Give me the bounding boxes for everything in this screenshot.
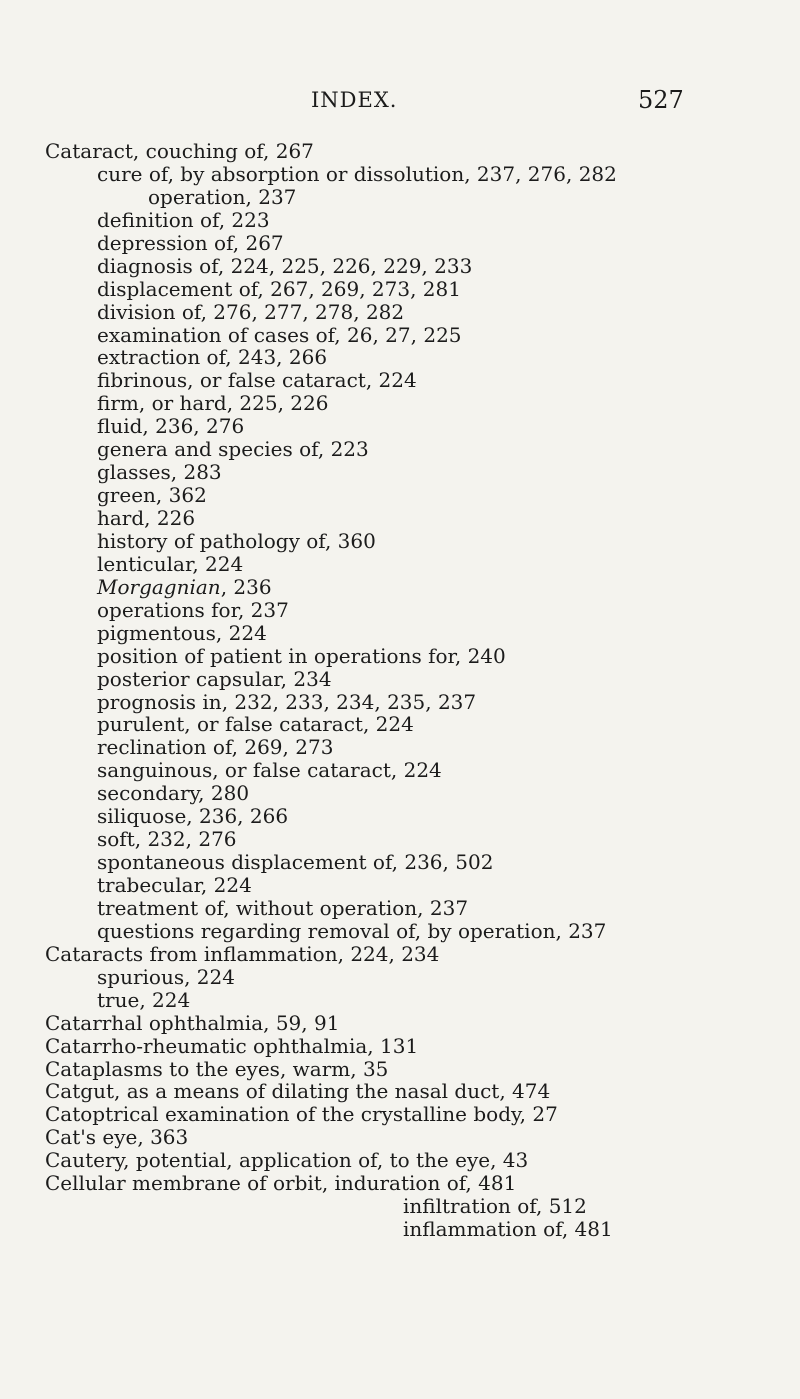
index-entry-text: firm, or hard, 225, 226: [97, 391, 329, 416]
index-entry-text: history of pathology of, 360: [97, 528, 376, 553]
index-entry-text: Cataract, couching of, 267: [45, 139, 314, 163]
index-entry-text: genera and species of, 223: [97, 437, 369, 462]
index-entry-text: operation, 237: [148, 184, 297, 209]
index-entry: [0, 966, 800, 989]
index-entry-text: treatment of, without operation, 237: [97, 895, 469, 920]
index-entry: [0, 828, 800, 851]
index-entry: [0, 278, 800, 301]
index-entry-text: Cataracts from inflammation, 224, 234: [45, 941, 440, 966]
index-entry: [0, 1126, 800, 1149]
index-entry: [0, 897, 800, 920]
index-entry: [0, 645, 800, 668]
index-entry-text: Catarrhal ophthalmia, 59, 91: [45, 1010, 340, 1035]
index-entry: [0, 759, 800, 782]
index-entry-text: posterior capsular, 234: [97, 666, 332, 691]
index-entry-text: purulent, or false cataract, 224: [97, 712, 414, 737]
index-entry-text: depression of, 267: [97, 230, 284, 255]
index-entry-text: inflammation of, 481: [403, 1217, 613, 1242]
index-entry-text: examination of cases of, 26, 27, 225: [97, 322, 462, 347]
index-entry: [0, 415, 800, 438]
index-entry-text: fluid, 236, 276: [97, 414, 245, 439]
index-entry-text: glasses, 283: [97, 460, 222, 485]
index-entry-pages: , 236: [220, 574, 272, 599]
index-entry: [0, 1058, 800, 1081]
index-entry-text: lenticular, 224: [97, 551, 244, 576]
index-entry-text: Catarrho-rheumatic ophthalmia, 131: [45, 1033, 419, 1058]
index-entry: [0, 874, 800, 897]
index-entry-text: questions regarding removal of, by operation, 237: [97, 918, 607, 943]
index-entry: [0, 713, 800, 736]
index-entry-text: sanguinous, or false cataract, 224: [97, 758, 442, 783]
index-entry-text: green, 362: [97, 483, 207, 508]
index-entry: [0, 691, 800, 714]
index-entry-text: true, 224: [97, 987, 191, 1012]
index-entry-text: diagnosis of, 224, 225, 226, 229, 233: [97, 253, 473, 278]
index-entry: [0, 668, 800, 691]
index-entry-text: extraction of, 243, 266: [97, 345, 328, 370]
page-number: 527: [638, 86, 684, 114]
index-entry-text: Cataplasms to the eyes, warm, 35: [45, 1056, 389, 1081]
index-entry-text: Catgut, as a means of dilating the nasal duct, 474: [45, 1079, 551, 1104]
running-title: INDEX.: [311, 88, 398, 112]
index-entry-text: soft, 232, 276: [97, 827, 237, 852]
index-entry: [0, 782, 800, 805]
index-entry: [0, 599, 800, 622]
index-entry: [0, 1035, 800, 1058]
index-entry-text: hard, 226: [97, 506, 196, 530]
index-entry: [0, 851, 800, 874]
index-entry-text: siliquose, 236, 266: [97, 804, 289, 829]
index-entry: [0, 209, 800, 232]
index-entry-text: spurious, 224: [97, 964, 235, 989]
index-entry-text: Cautery, potential, application of, to the eye, 43: [45, 1148, 529, 1173]
index-entry-text: reclination of, 269, 273: [97, 735, 334, 760]
index-entry-text: Catoptrical examination of the crystalline body, 27: [45, 1102, 558, 1127]
index-entry-text: operations for, 237: [97, 597, 289, 622]
index-entry: [0, 140, 800, 163]
index-entry-text: pigmentous, 224: [97, 620, 267, 645]
index-entry: [0, 622, 800, 645]
index-entry: [0, 163, 800, 186]
index-entry-text: definition of, 223: [97, 207, 270, 232]
index-entry-text: Morgagnian: [97, 574, 221, 599]
index-entry: [0, 989, 800, 1012]
index-entry: [0, 1195, 800, 1218]
index-entry: [0, 943, 800, 966]
index-entry: [0, 255, 800, 278]
index-entry: [0, 576, 800, 599]
index-entry: [0, 438, 800, 461]
index-entry: [0, 369, 800, 392]
index-entry: [0, 392, 800, 415]
index-entry: [0, 232, 800, 255]
index-entries: [0, 140, 800, 1241]
index-entry-text: trabecular, 224: [97, 873, 252, 897]
index-entry-text: position of patient in operations for, 240: [97, 643, 506, 668]
index-entry: [0, 736, 800, 759]
index-entry-text: Cat's eye, 363: [45, 1125, 189, 1150]
index-entry-text: Cellular membrane of orbit, induration of, 481: [45, 1171, 517, 1196]
index-entry: [0, 484, 800, 507]
index-entry: [0, 346, 800, 369]
index-entry: [0, 553, 800, 576]
index-entry: [0, 1012, 800, 1035]
index-entry-text: secondary, 280: [97, 781, 250, 806]
index-entry: [0, 461, 800, 484]
index-entry-text: prognosis in, 232, 233, 234, 235, 237: [97, 689, 477, 714]
index-entry: [0, 1103, 800, 1126]
index-entry-text: fibrinous, or false cataract, 224: [97, 368, 417, 393]
index-entry: [0, 1149, 800, 1172]
index-entry: [0, 1218, 800, 1241]
index-entry: [0, 1080, 800, 1103]
index-entry-text: displacement of, 267, 269, 273, 281: [97, 276, 461, 301]
index-entry: [0, 186, 800, 209]
index-entry: [0, 805, 800, 828]
index-entry: [0, 301, 800, 324]
index-entry-text: infiltration of, 512: [403, 1194, 587, 1219]
index-entry-text: division of, 276, 277, 278, 282: [97, 299, 405, 324]
index-entry: [0, 530, 800, 553]
index-entry: [0, 920, 800, 943]
index-entry: [0, 1172, 800, 1195]
index-entry: [0, 507, 800, 530]
index-entry-text: cure of, by absorption or dissolution, 237, 276, 282: [97, 161, 617, 186]
index-entry-text: spontaneous displacement of, 236, 502: [97, 850, 494, 875]
index-entry: [0, 324, 800, 347]
